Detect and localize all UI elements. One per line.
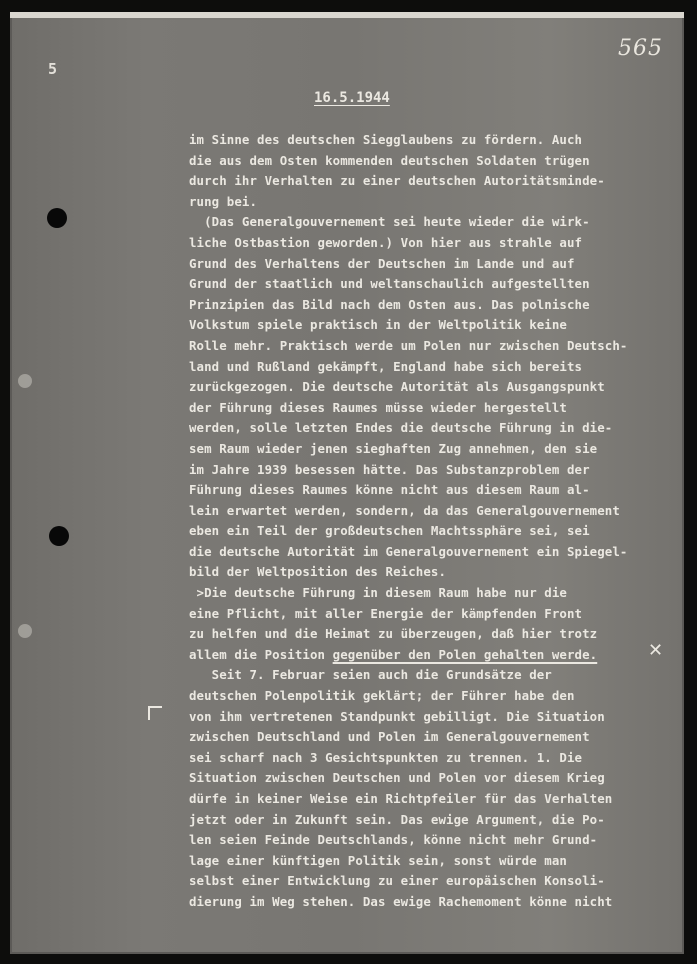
cross-annotation-mark: ✕ xyxy=(648,640,664,661)
text-line: Situation zwischen Deutschen und Polen vor diesem Krieg xyxy=(189,770,605,786)
folio-number: 565 xyxy=(618,36,663,61)
text-line: Grund des Verhaltens der Deutschen im Lande und auf xyxy=(189,255,575,271)
text-line: selbst einer Entwicklung zu einer europäischen Konsoli- xyxy=(189,873,605,889)
text-line: zurückgezogen. Die deutsche Autorität als Ausgangspunkt xyxy=(189,379,605,395)
text-line: dürfe in keiner Weise ein Richtpfeiler für das Verhalten xyxy=(189,791,613,806)
text-line: durch ihr Verhalten zu einer deutschen Autoritätsminde- xyxy=(189,173,605,189)
text-line: Volkstum spiele praktisch in der Weltpolitik keine xyxy=(189,317,567,333)
punch-hole-top xyxy=(47,208,67,228)
text-line: von ihm vertretenen Standpunkt gebilligt. Die Situation xyxy=(189,708,605,724)
text-line: lein erwartet werden, sondern, da das Generalgouvernement xyxy=(189,502,620,518)
text-line: deutschen Polenpolitik geklärt; der Führer habe den xyxy=(189,688,575,704)
text-line: im Sinne des deutschen Siegglaubens zu fördern. Auch xyxy=(189,132,583,147)
document-date: 16.5.1944 xyxy=(314,90,390,106)
text-line: eine Pflicht, mit aller Energie der kämpfenden Front xyxy=(189,605,583,621)
text-line: liche Ostbastion geworden.) Von hier aus strahle auf xyxy=(189,234,583,250)
text-line: land und Rußland gekämpft, England habe sich bereits xyxy=(189,358,583,374)
text-line: >Die deutsche Führung in diesem Raum habe nur die xyxy=(189,585,567,601)
text-line: eben ein Teil der großdeutschen Machtssphäre sei, sei xyxy=(189,523,590,539)
text-line: Grund der staatlich und weltanschaulich aufgestellten xyxy=(189,276,590,292)
text-line: Rolle mehr. Praktisch werde um Polen nur zwischen Deutsch- xyxy=(189,337,628,353)
punch-hole-bottom xyxy=(49,526,69,546)
text-line: werden, solle letzten Endes die deutsche Führung in die- xyxy=(189,420,613,436)
stain-mark xyxy=(18,374,32,388)
stain-mark xyxy=(18,624,32,638)
line-prefix: allem die Position xyxy=(189,646,333,662)
text-line: sei scharf nach 3 Gesichtspunkten zu trennen. 1. Die xyxy=(189,749,583,765)
text-line: sem Raum wieder jenen sieghaften Zug annehmen, den sie xyxy=(189,440,598,456)
underlined-phrase: gegenüber den Polen gehalten werde. xyxy=(332,646,598,662)
text-line: im Jahre 1939 besessen hätte. Das Substanzproblem der xyxy=(189,461,590,477)
text-line: lage einer künftigen Politik sein, sonst würde man xyxy=(189,852,567,868)
text-line: (Das Generalgouvernement sei heute wieder die wirk- xyxy=(189,214,590,230)
page-number: 5 xyxy=(48,60,58,78)
text-line: Führung dieses Raumes könne nicht aus diesem Raum al- xyxy=(189,482,590,498)
text-line: bild der Weltposition des Reiches. xyxy=(189,564,447,580)
text-line: zwischen Deutschland und Polen im Generalgouvernement xyxy=(189,729,590,745)
text-line: die deutsche Autorität im Generalgouvernement ein Spiegel- xyxy=(189,543,628,559)
text-line: Prinzipien das Bild nach dem Osten aus. Das polnische xyxy=(189,296,590,312)
text-line-underlined xyxy=(189,645,679,666)
text-line: len seien Feinde Deutschlands, könne nicht mehr Grund- xyxy=(189,832,598,848)
typed-text-body xyxy=(189,130,679,913)
text-line: der Führung dieses Raumes müsse wieder hergestellt xyxy=(189,399,567,415)
text-line: rung bei. xyxy=(189,193,258,209)
text-line: dierung im Weg stehen. Das ewige Rachemoment könne nicht xyxy=(189,893,613,909)
bracket-annotation-mark xyxy=(148,706,162,720)
text-line: jetzt oder in Zukunft sein. Das ewige Argument, die Po- xyxy=(189,811,605,827)
text-line: die aus dem Osten kommenden deutschen Soldaten trügen xyxy=(189,152,590,168)
text-line: zu helfen und die Heimat zu überzeugen, daß hier trotz xyxy=(189,626,598,642)
text-line: Seit 7. Februar seien auch die Grundsätze der xyxy=(189,667,552,683)
